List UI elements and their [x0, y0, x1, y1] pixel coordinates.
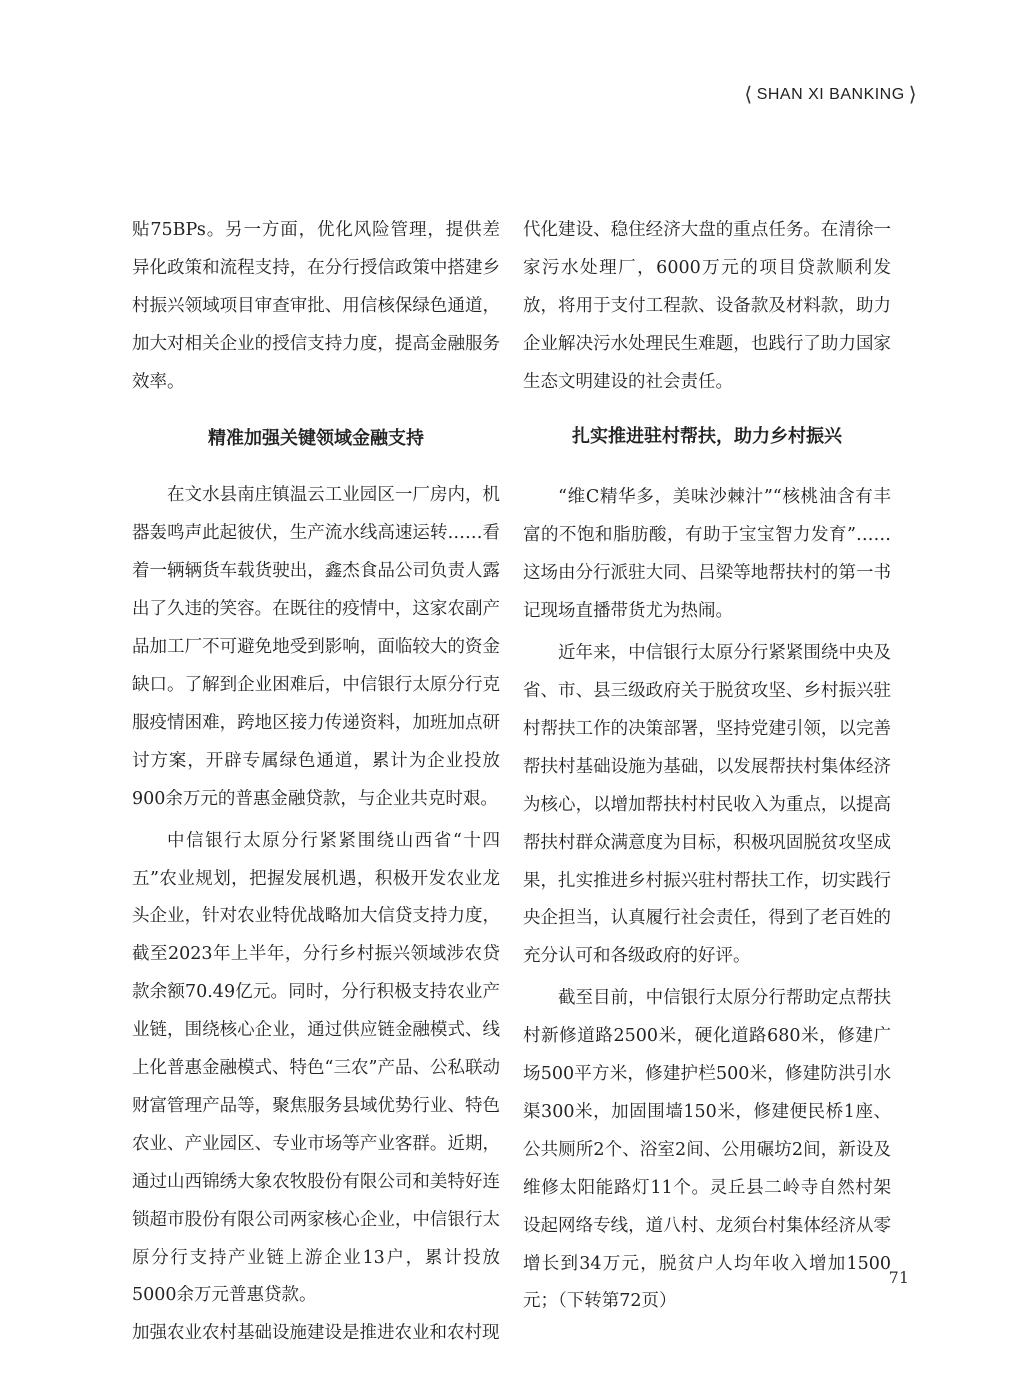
section-heading-village-assistance: 扎实推进驻村帮扶，助力乡村振兴: [572, 425, 842, 447]
right-bracket-icon: ⟩: [908, 84, 917, 106]
left-paragraph-2: 中信银行太原分行紧紧围绕山西省“十四五”农业规划，把握发展机遇，积极开发农业龙头企业，针对农业特优战略加大信贷支持力度，截至2023年上半年，分行乡村振兴领域涉农贷款余额70.49亿元。同时，分行积极支持农业产业链，围绕核心企业，通过供应链金融模式、线上化普惠金融模式、特色“三农”产品、公私联动财富管理产品等，聚焦服务县域优势行业、特色农业、产业园区、专业市场等产业客群。近期，通过山西锦绣大象农牧股份有限公司和美特好连锁超市股份有限公司两家核心企业，中信银行太原分行支持产业链上游企业13户，累计投放5000余万元普惠贷款。: [132, 830, 500, 1306]
right-continued-paragraph: 代化建设、稳住经济大盘的重点任务。在清徐一家污水处理厂，6000万元的项目贷款顺利发放，将用于支付工程款、设备款及材料款，助力企业解决污水处理民生难题，也践行了助力国家生态文明建设的社会责任。: [523, 220, 891, 392]
left-continued-paragraph: 贴75BPs。另一方面，优化风险管理，提供差异化政策和流程支持，在分行授信政策中搭建乡村振兴领域项目审查审批、用信核保绿色通道，加大对相关企业的授信支持力度，提高金融服务效率。: [132, 220, 500, 392]
right-paragraph-2: 近年来，中信银行太原分行紧紧围绕中央及省、市、县三级政府关于脱贫攻坚、乡村振兴驻村帮扶工作的决策部署，坚持党建引领，以完善帮扶村基础设施为基础，以发展帮扶村集体经济为核心，以增加帮扶村村民收入为重点，以提高帮扶村群众满意度为目标，积极巩固脱贫攻坚成果，扎实推进乡村振兴驻村帮扶工作，切实践行央企担当，认真履行社会责任，得到了老百姓的充分认可和各级政府的好评。: [523, 643, 891, 967]
right-paragraph-3: [523, 980, 891, 1321]
left-paragraph-1: 在文水县南庄镇温云工业园区一厂房内，机器轰鸣声此起彼伏，生产流水线高速运转……看着一辆辆货车载货驶出，鑫杰食品公司负责人露出了久违的笑容。在既往的疫情中，这家农副产品加工厂不可避免地受到影响，面临较大的资金缺口。了解到企业困难后，中信银行太原分行克服疫情困难，跨地区接力传递资料，加班加点研讨方案，开辟专属绿色通道，累计为企业投放900余万元的普惠金融贷款，与企业共克时艰。: [132, 485, 500, 809]
page-number: 71: [888, 1268, 909, 1287]
left-column: [132, 212, 500, 1353]
left-paragraph-3-start: 加强农业农村基础设施建设是推进农业和农村现: [132, 1323, 500, 1344]
right-paragraph-1: “维C精华多，美味沙棘汁”“核桃油含有丰富的不饱和脂肪酸，有助于宝宝智力发育”……这场由分行派驻大同、吕梁等地帮扶村的第一书记现场直播带货尤为热闹。: [523, 487, 891, 622]
left-bracket-icon: ⟨: [744, 84, 753, 106]
continuation-note: （下转第72页）: [558, 1291, 677, 1312]
journal-header: [744, 85, 917, 105]
right-column: [523, 212, 891, 1321]
section-heading-finance-support: 精准加强关键领域金融支持: [208, 427, 424, 449]
journal-name: SHAN XI BANKING: [756, 86, 905, 103]
right-paragraph-3-text: 截至目前，中信银行太原分行帮助定点帮扶村新修道路2500米，硬化道路680米，修建广场500平方米，修建护栏500米，修建防洪引水渠300米，加固围墙150米，修建便民桥1座、公共厕所2个、浴室2间、公用碾坊2间，新设及维修太阳能路灯11个。灵丘县二岭寺自然村架设起网络专线，道八村、龙须台村集体经济从零增长到34万元，脱贫户人均年收入增加1500元；: [523, 988, 891, 1312]
